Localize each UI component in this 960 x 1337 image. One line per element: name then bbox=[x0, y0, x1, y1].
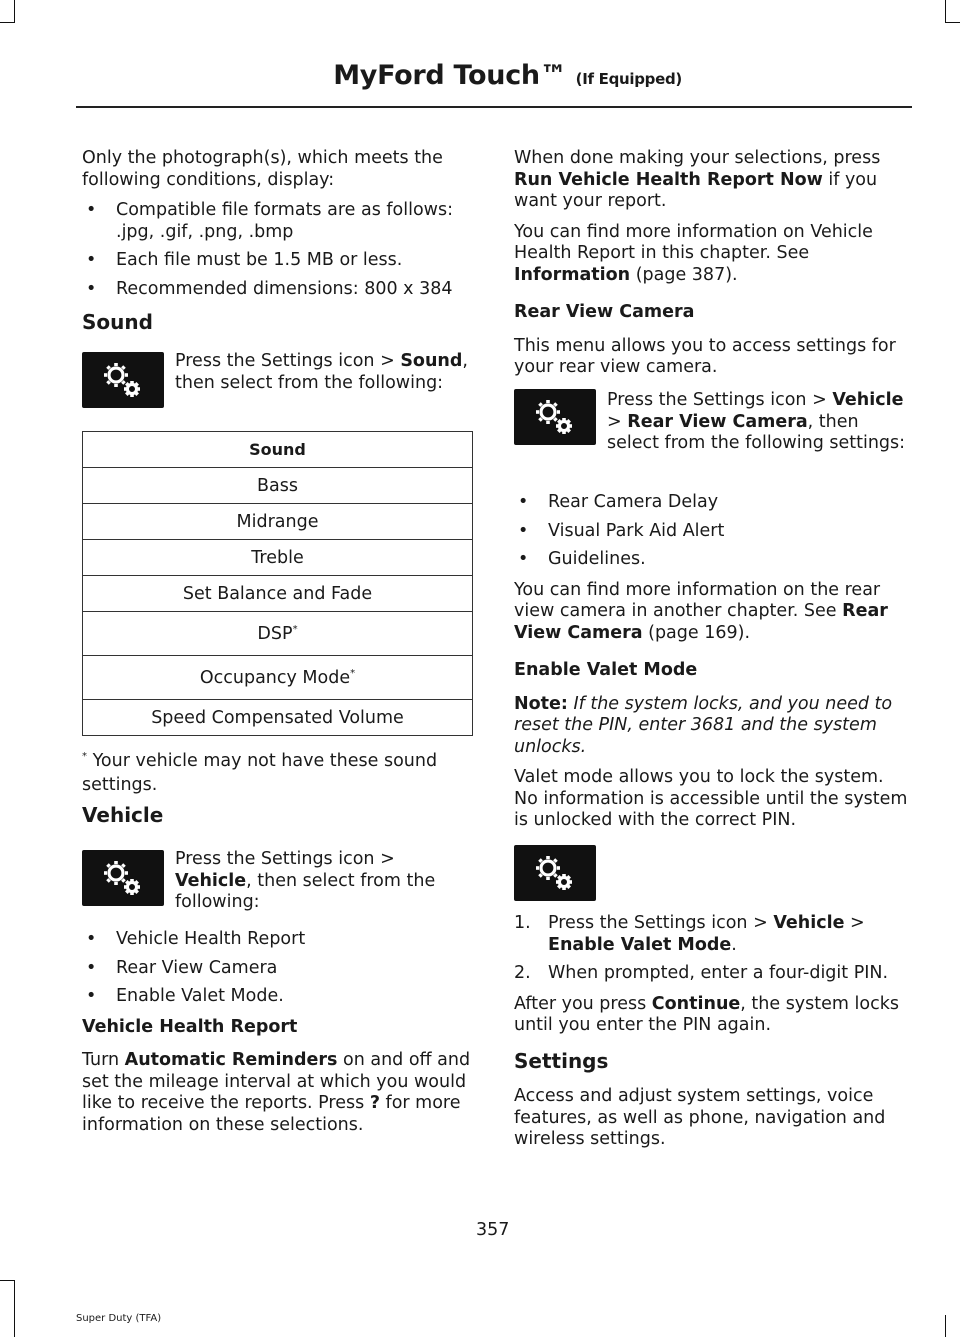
instruction-text: Press the Settings icon > bbox=[175, 849, 395, 869]
vehicle-heading: Vehicle bbox=[82, 803, 164, 827]
table-row: Midrange bbox=[83, 504, 473, 540]
crop-mark bbox=[0, 1280, 15, 1281]
step-number: 1. bbox=[514, 913, 531, 933]
table-row bbox=[83, 656, 473, 700]
right-column-mid bbox=[514, 492, 910, 841]
instruction-text: > bbox=[607, 411, 628, 432]
settings-gears-icon bbox=[514, 845, 596, 901]
left-column-bottom bbox=[82, 929, 477, 1145]
valet-intro: Valet mode allows you to lock the system. No information is accessible until the system is unlocked with the correct PIN. bbox=[514, 767, 908, 830]
info-paragraph bbox=[514, 222, 910, 287]
vhr-heading: Vehicle Health Report bbox=[82, 1016, 298, 1037]
valet-heading: Enable Valet Mode bbox=[514, 660, 698, 680]
right-column-top bbox=[514, 148, 910, 388]
menu-path-vehicle: Vehicle bbox=[832, 390, 904, 410]
list-item: • Visual Park Aid Alert bbox=[514, 521, 910, 543]
page-number: 357 bbox=[476, 1220, 510, 1240]
list-item: • Each file must be 1.5 MB or less. bbox=[82, 250, 477, 272]
instruction-text: , then select from the following: bbox=[175, 870, 436, 912]
right-column-bottom bbox=[514, 913, 910, 1160]
crop-mark bbox=[945, 1315, 946, 1337]
instruction-text: , then select from the following settings: bbox=[607, 411, 906, 453]
text: > bbox=[844, 913, 865, 933]
done-paragraph bbox=[514, 148, 910, 213]
crop-mark bbox=[14, 1280, 15, 1337]
valet-steps bbox=[514, 913, 910, 985]
format-list bbox=[82, 200, 477, 300]
continue-label: Continue bbox=[651, 993, 741, 1014]
crop-mark bbox=[945, 22, 960, 23]
footnote-text: Your vehicle may not have these sound settings. bbox=[82, 750, 438, 795]
table-row bbox=[83, 612, 473, 656]
note-paragraph bbox=[514, 694, 910, 759]
text: When done making your selections, press bbox=[514, 148, 881, 168]
sound-heading: Sound bbox=[82, 310, 153, 334]
crop-mark bbox=[0, 22, 15, 23]
header-subtitle: (If Equipped) bbox=[575, 70, 682, 88]
help-symbol: ? bbox=[369, 1093, 380, 1113]
automatic-reminders-label: Automatic Reminders bbox=[124, 1050, 338, 1070]
intro-paragraph: Only the photograph(s), which meets the following conditions, display: bbox=[82, 148, 443, 190]
note-label: Note: bbox=[514, 693, 568, 714]
table-header: Sound bbox=[83, 432, 473, 468]
text: if you want your report. bbox=[514, 169, 878, 211]
settings-gears-icon bbox=[82, 850, 164, 906]
sound-table bbox=[82, 431, 473, 736]
text: . bbox=[731, 934, 737, 955]
menu-path-valet: Enable Valet Mode bbox=[548, 934, 732, 955]
vhr-paragraph bbox=[82, 1050, 477, 1136]
cross-reference: Rear View Camera bbox=[514, 601, 888, 643]
continue-paragraph bbox=[514, 994, 910, 1037]
list-item: • Enable Valet Mode. bbox=[82, 986, 477, 1008]
instruction-text: Press the Settings icon > bbox=[175, 351, 401, 371]
left-column-top bbox=[82, 148, 477, 348]
vehicle-instruction bbox=[175, 849, 475, 914]
sound-instruction bbox=[175, 351, 480, 394]
note-text: If the system locks, and you need to reset the PIN, enter 3681 and the system unlocks. bbox=[514, 693, 893, 757]
text: Press the Settings icon > bbox=[548, 913, 774, 933]
text: (page 169). bbox=[642, 622, 751, 643]
text: After you press bbox=[514, 993, 652, 1014]
table-row: Set Balance and Fade bbox=[83, 576, 473, 612]
footnote-marker: * bbox=[82, 751, 87, 762]
settings-gears-icon bbox=[82, 352, 164, 408]
list-item: • Rear Camera Delay bbox=[514, 492, 910, 514]
list-item bbox=[514, 963, 910, 985]
vehicle-list bbox=[82, 929, 477, 1008]
table-row: Bass bbox=[83, 468, 473, 504]
header-rule bbox=[76, 106, 912, 108]
instruction-text: Press the Settings icon > bbox=[607, 390, 833, 410]
settings-paragraph: Access and adjust system settings, voice features, as well as phone, navigation and wireless settings. bbox=[514, 1086, 886, 1149]
rvc-instruction-a bbox=[607, 390, 910, 455]
list-item bbox=[514, 913, 910, 956]
run-report-label: Run Vehicle Health Report Now bbox=[514, 169, 823, 190]
footnote-marker: * bbox=[350, 667, 356, 679]
menu-path-rvc: Rear View Camera bbox=[627, 411, 808, 432]
text: for more information on these selections. bbox=[82, 1093, 461, 1135]
rvc-heading: Rear View Camera bbox=[514, 302, 695, 322]
list-item: • Vehicle Health Report bbox=[82, 929, 477, 951]
text: When prompted, enter a four-digit PIN. bbox=[548, 963, 889, 983]
text: (page 387). bbox=[630, 264, 738, 285]
table-row: Speed Compensated Volume bbox=[83, 700, 473, 736]
table-footnote bbox=[82, 745, 477, 797]
menu-path-sound: Sound bbox=[400, 351, 463, 371]
list-item: • Guidelines. bbox=[514, 549, 910, 571]
footnote-marker: * bbox=[292, 623, 298, 635]
text: You can find more information on Vehicle Health Report in this chapter. See bbox=[514, 221, 873, 263]
rvc-intro: This menu allows you to access settings for your rear view camera. bbox=[514, 335, 896, 377]
table-cell-text: Occupancy Mode bbox=[199, 667, 351, 688]
rvc-more-paragraph bbox=[514, 580, 910, 645]
rvc-list bbox=[514, 492, 910, 571]
text: on and off and set the mileage interval at which you would like to receive the reports. Press bbox=[82, 1050, 471, 1113]
page-header bbox=[333, 60, 682, 91]
menu-path-vehicle: Vehicle bbox=[175, 870, 247, 891]
text: , the system locks until you enter the PIN again. bbox=[514, 993, 899, 1035]
text: Turn bbox=[82, 1050, 125, 1070]
list-item: • Compatible file formats are as follows: .jpg, .gif, .png, .bmp bbox=[82, 200, 477, 243]
settings-heading: Settings bbox=[514, 1048, 609, 1073]
crop-mark bbox=[14, 0, 15, 22]
header-title: MyFord Touch™ bbox=[333, 60, 567, 91]
table-cell-text: DSP bbox=[257, 623, 293, 644]
table-row: Treble bbox=[83, 540, 473, 576]
list-item: • Recommended dimensions: 800 x 384 bbox=[82, 279, 477, 301]
instruction-text: , then select from the following: bbox=[175, 351, 468, 393]
step-number: 2. bbox=[514, 963, 531, 983]
crop-mark bbox=[945, 0, 946, 22]
cross-reference: Information bbox=[514, 264, 631, 285]
vehicle-heading-block bbox=[82, 805, 477, 841]
text: You can find more information on the rear view camera in another chapter. See bbox=[514, 579, 881, 621]
list-item: • Rear View Camera bbox=[82, 958, 477, 980]
footer-model: Super Duty (TFA) bbox=[76, 1313, 162, 1324]
settings-gears-icon bbox=[514, 389, 596, 445]
menu-path-vehicle: Vehicle bbox=[773, 913, 845, 933]
